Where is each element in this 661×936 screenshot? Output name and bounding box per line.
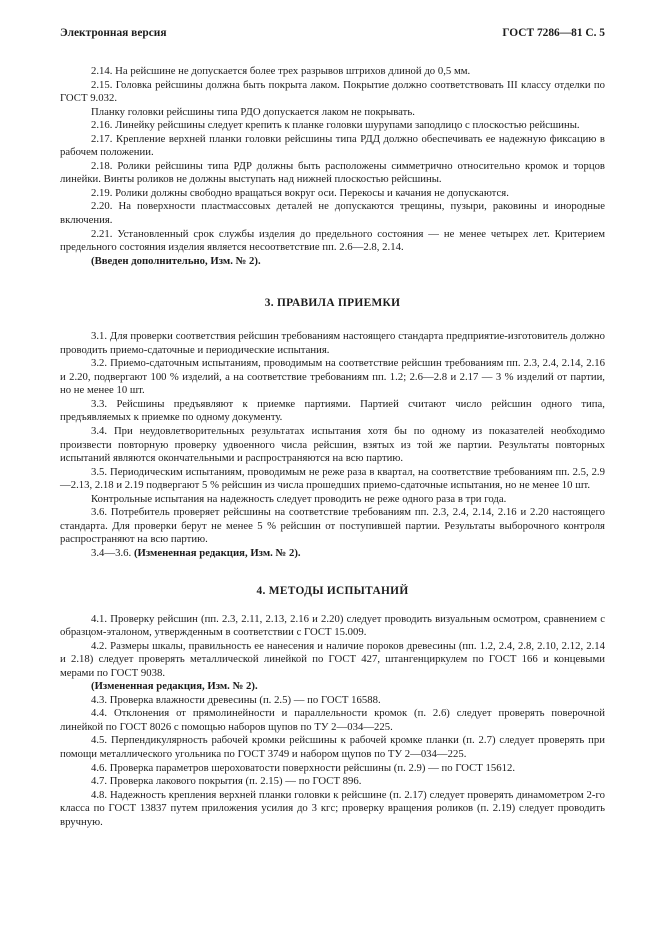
paragraph: Контрольные испытания на надежность следует проводить не реже одного раза в три года. <box>91 492 507 505</box>
amendment-note <box>60 547 605 561</box>
paragraph: 3.3. Рейсшины предъявляют к приемке партиями. Партией считают число рейсшин одного типа, предъявляемых к приемке по одному документу. <box>60 397 605 424</box>
paragraph: 3.4. При неудовлетворительных результатах испытания хотя бы по одному из показателей необходимо произвести повторную проверку удвоенного числа рейсшин, взятых из той же партии. Результаты повторных испытаний являются окончательными и распространяются на всю партию. <box>60 425 605 465</box>
document-body <box>60 65 605 829</box>
section-heading: 3. ПРАВИЛА ПРИЕМКИ <box>264 297 401 310</box>
paragraph: 4.4. Отклонения от прямолинейности и параллельности кромок (п. 2.6) следует проверять поверочной линейкой по ГОСТ 8026 с помощью наборов щупов по ТУ 2—034—225. <box>60 707 605 733</box>
paragraph: 2.18. Ролики рейсшины типа РДР должны быть расположены симметрично относительно кромок и торцов линейки. Винты роликов не должны выступать над нижней плоскостью рейсшины. <box>60 159 605 186</box>
header-left: Электронная версия <box>60 27 167 39</box>
paragraph: 3.6. Потребитель проверяет рейсшины на соответствие требованиям пп. 2.3, 2.4, 2.14, 2.16 и 2.20 настоящего стандарта. Для проверки берут не менее 5 % рейсшин от поступившей партии. Результаты выборочного контроля распространяют на всю партию. <box>60 506 605 546</box>
paragraph: 4.5. Перпендикулярность рабочей кромки рейсшины к рабочей кромке планки (п. 2.7) следует проверять при помощи металлического угольника по ГОСТ 3749 и набором щупов по ТУ 2—034—225. <box>60 734 605 760</box>
paragraph: Планку головки рейсшины типа РДО допускается лаком не покрывать. <box>91 105 415 118</box>
paragraph: 3.2. Приемо-сдаточным испытаниям, проводимым на соответствие рейсшин требованиям пп. 2.3, 2.4, 2.14, 2.16 и 2.20, подвергают 100 % изделий, а на соответствие требованиям пп. 1.2; 2.6—2.8 и 2.17 — 3 % изделий от партии, но не менее 10 шт. <box>60 357 605 397</box>
paragraph: 2.20. На поверхности пластмассовых деталей не допускаются трещины, пузыри, раковины и инородные включения. <box>60 200 605 227</box>
paragraph: 4.6. Проверка параметров шероховатости поверхности рейсшины (п. 2.9) — по ГОСТ 15612. <box>91 761 516 774</box>
paragraph: 2.15. Головка рейсшины должна быть покрыта лаком. Покрытие должно соответствовать III классу отделки по ГОСТ 9.032. <box>60 78 605 105</box>
paragraph: 2.17. Крепление верхней планки головки рейсшины типа РДД должно обеспечивать ее надежную фиксацию в рабочем положении. <box>60 132 605 159</box>
paragraph: 2.14. На рейсшине не допускается более трех разрывов штрихов длиной до 0,5 мм. <box>91 65 471 77</box>
page-header <box>60 27 605 45</box>
paragraph: 2.21. Установленный срок службы изделия до предельного состояния — не менее четырех лет. Критерием предельного состояния изделия является несоответствие пп. 2.6—2.8, 2.14. <box>60 227 605 254</box>
amendment-bold: (Измененная редакция, Изм. № 2). <box>133 546 301 559</box>
header-right: ГОСТ 7286—81 С. 5 <box>502 27 605 39</box>
paragraph: 2.16. Линейку рейсшины следует крепить к планке головки шурупами заподлицо с плоскостью рейсшины. <box>91 119 580 132</box>
amendment-note: (Введен дополнительно, Изм. № 2). <box>91 254 261 267</box>
paragraph: 4.1. Проверку рейсшин (пп. 2.3, 2.11, 2.13, 2.16 и 2.20) следует проводить визуальным осмотром, сравнением с образцом-эталоном, утвержденным в соответствии с ГОСТ 15.009. <box>60 612 605 639</box>
section-heading: 4. МЕТОДЫ ИСПЫТАНИЙ <box>256 584 409 597</box>
paragraph: 2.19. Ролики должны свободно вращаться вокруг оси. Перекосы и качания не допускаются. <box>91 186 509 199</box>
paragraph: 4.8. Надежность крепления верхней планки головки к рейсшине (п. 2.17) следует проверять динамометром 2-го класса по ГОСТ 13837 путем приложения усилия до 3 кгс; проверку вращения роликов (п. 2.19) следует проводить вручную. <box>60 788 605 828</box>
amendment-range: 3.4—3.6. <box>91 546 132 559</box>
amendment-note: (Измененная редакция, Изм. № 2). <box>91 680 258 693</box>
paragraph: 3.5. Периодическим испытаниям, проводимым не реже раза в квартал, на соответствие требованиям пп. 2.5, 2.9—2.13, 2.18 и 2.19 подвергают 5 % рейсшин из числа прошедших приемо-сдаточные испытания, но не менее 10 шт. <box>60 465 605 492</box>
paragraph: 3.1. Для проверки соответствия рейсшин требованиям настоящего стандарта предприятие-изготовитель должно проводить приемо-сдаточные и периодические испытания. <box>60 330 605 356</box>
paragraph: 4.2. Размеры шкалы, правильность ее нанесения и наличие пороков древесины (пп. 1.2, 2.4, 2.8, 2.10, 2.12, 2.14 и 2.18) следует проверять металлической линейкой по ГОСТ 427, штангенциркулем по ГОСТ 166 и концевыми мерами по ГОСТ 9038. <box>60 639 605 679</box>
paragraph: 4.3. Проверка влажности древесины (п. 2.5) — по ГОСТ 16588. <box>91 693 381 706</box>
paragraph: 4.7. Проверка лакового покрытия (п. 2.15) — по ГОСТ 896. <box>91 775 362 788</box>
